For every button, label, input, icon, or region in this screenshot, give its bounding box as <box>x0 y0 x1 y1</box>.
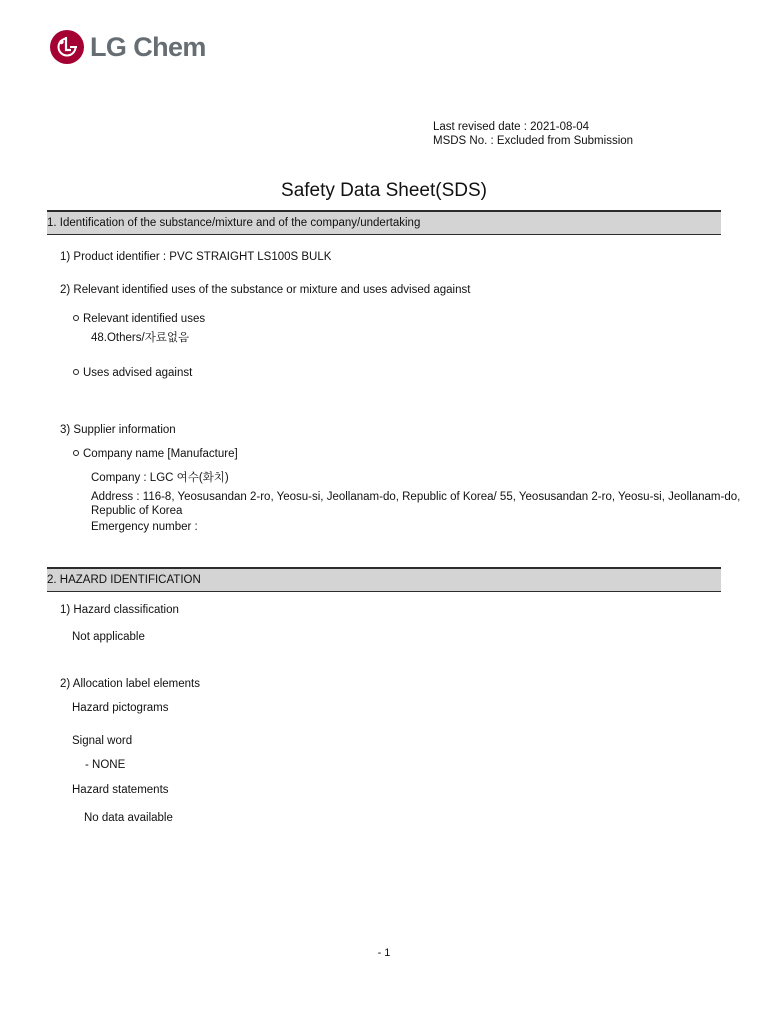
uses-against-item <box>73 366 192 380</box>
relevant-uses-heading: 2) Relevant identified uses of the substance or mixture and uses advised against <box>60 284 471 296</box>
company-name-label: Company name [Manufacture] <box>83 448 238 460</box>
address-line: Address : 116-8, Yeosusandan 2-ro, Yeosu-si, Jeollanam-do, Republic of Korea/ 55, Yeosusandan 2-ro, Yeosu-si, Jeollanam-do, Republic of Korea <box>91 491 741 517</box>
uses-against-label: Uses advised against <box>83 367 193 379</box>
product-identifier: 1) Product identifier : PVC STRAIGHT LS100S BULK <box>60 251 332 263</box>
circle-bullet-icon <box>73 369 79 375</box>
section-1-header <box>47 210 721 235</box>
hazard-statements-label: Hazard statements <box>72 784 169 796</box>
company-line: Company : LGC 여수(화치) <box>91 472 229 484</box>
relevant-uses-item <box>73 312 205 326</box>
msds-number: MSDS No. : Excluded from Submission <box>433 135 634 147</box>
circle-bullet-icon <box>73 315 79 321</box>
company-name-item <box>73 447 238 461</box>
section-2-heading: 2. HAZARD IDENTIFICATION <box>47 573 201 586</box>
section-1-heading: 1. Identification of the substance/mixture and of the company/undertaking <box>47 216 421 229</box>
page-number: - 1 <box>377 947 391 959</box>
document-title: Safety Data Sheet(SDS) <box>281 180 487 201</box>
hazard-classification-value: Not applicable <box>72 631 145 643</box>
label-elements-heading: 2) Allocation label elements <box>60 678 200 690</box>
lg-face-logo-icon <box>50 30 84 64</box>
hazard-statements-value: No data available <box>84 812 173 824</box>
signal-word-label: Signal word <box>72 735 133 747</box>
supplier-heading: 3) Supplier information <box>60 424 176 436</box>
signal-word-value: - NONE <box>85 759 126 771</box>
relevant-uses-label: Relevant identified uses <box>83 313 206 325</box>
revision-meta <box>433 120 633 148</box>
hazard-pictograms-label: Hazard pictograms <box>72 702 169 714</box>
emergency-number: Emergency number : <box>91 521 198 533</box>
hazard-classification-heading: 1) Hazard classification <box>60 604 179 616</box>
relevant-uses-value: 48.Others/자료없음 <box>91 332 190 344</box>
company-logo <box>50 29 206 65</box>
logo-wordmark: LG Chem <box>90 32 206 62</box>
section-2-header <box>47 567 721 592</box>
circle-bullet-icon <box>73 450 79 456</box>
last-revised-date: Last revised date : 2021-08-04 <box>433 121 589 133</box>
